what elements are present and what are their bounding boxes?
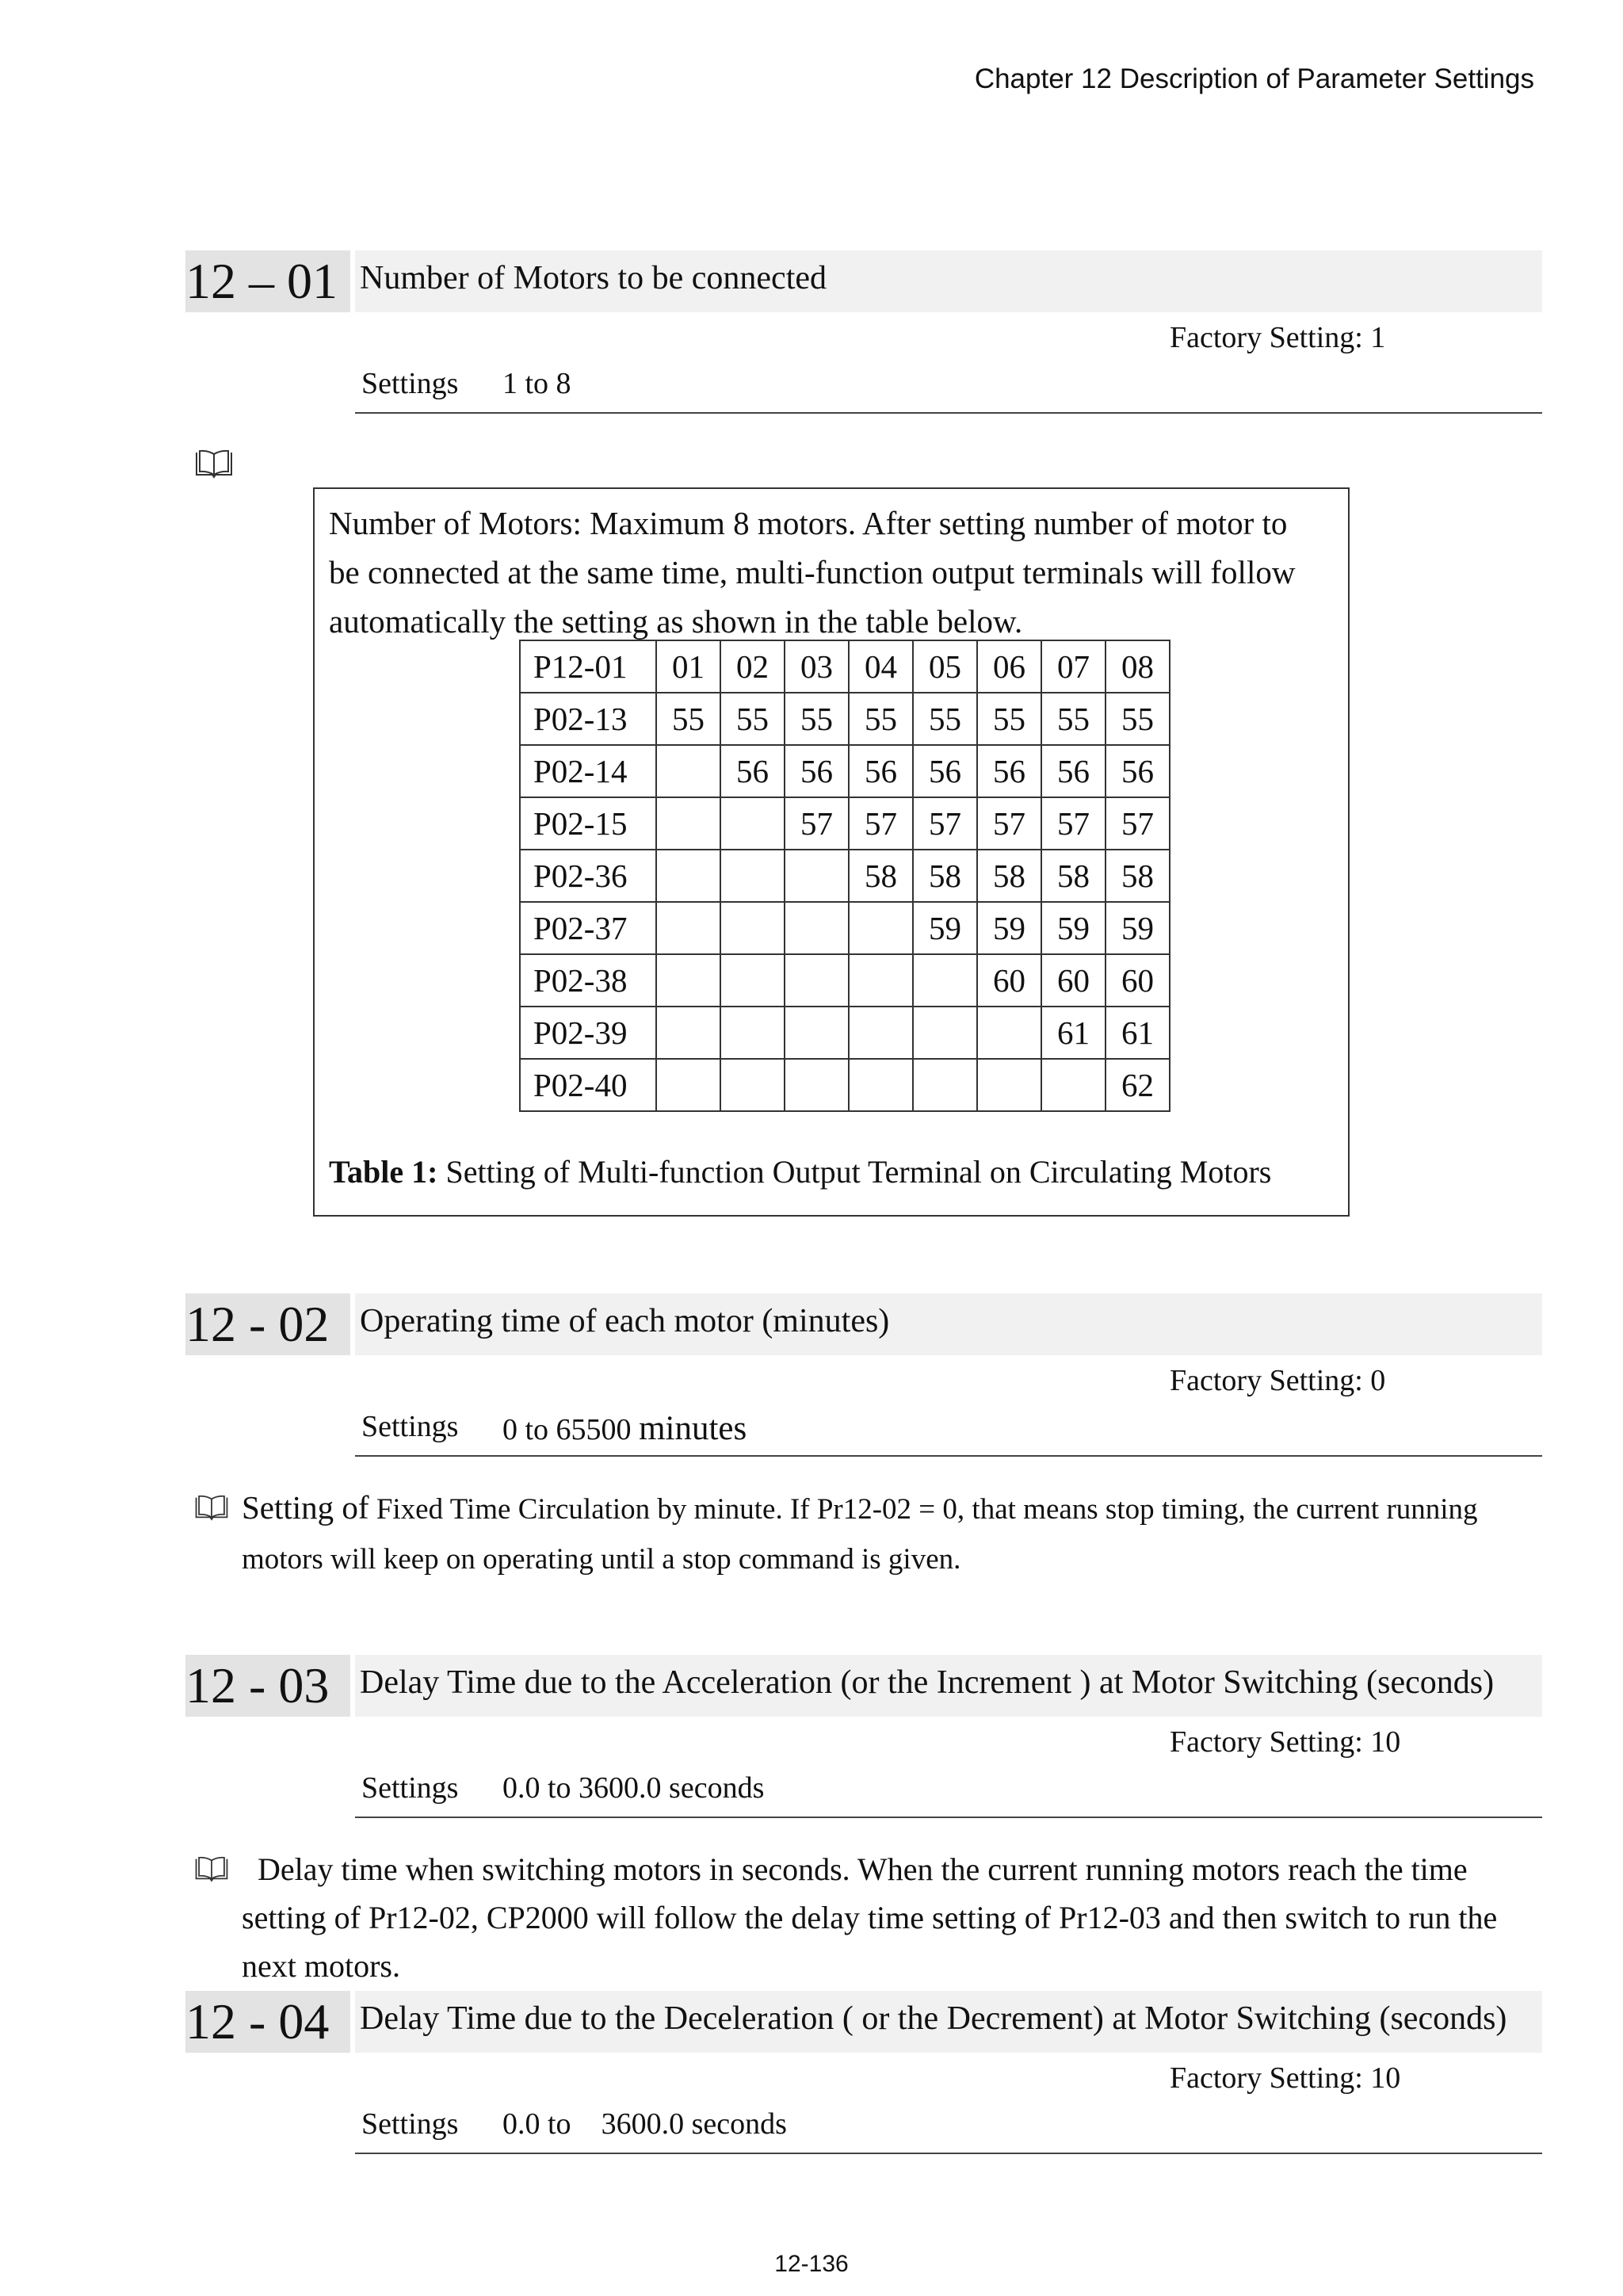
table-cell (656, 850, 720, 902)
table-cell (785, 1007, 849, 1059)
table-cell: 01 (656, 640, 720, 693)
param-name-12-04: Delay Time due to the Deceleration ( or the Decrement) at Motor Switching (seconds) (355, 1991, 1542, 2053)
table-cell: 55 (1106, 693, 1170, 745)
table-cell: 58 (1041, 850, 1106, 902)
table-cell: 06 (977, 640, 1041, 693)
table-row (520, 954, 1170, 1007)
table-cell (913, 1007, 977, 1059)
note-12-03: Delay time when switching motors in seconds. When the current running motors reach the time setting of Pr12-02, CP2000 will follow the delay time setting of Pr12-03 and then switch to run the next motors. (242, 1851, 1498, 1984)
table-cell: 03 (785, 640, 849, 693)
table-cell: 59 (977, 902, 1041, 954)
motor-info-box (313, 487, 1350, 1217)
table-cell: 55 (913, 693, 977, 745)
table-cell (720, 850, 785, 902)
table-row (520, 850, 1170, 902)
table-cell: 56 (913, 745, 977, 797)
table-row (520, 745, 1170, 797)
table-row (520, 797, 1170, 850)
table-cell: 58 (977, 850, 1041, 902)
table-cell (656, 954, 720, 1007)
table-cell (656, 902, 720, 954)
table-cell (785, 954, 849, 1007)
table-cell (785, 850, 849, 902)
settings-label: Settings (361, 1771, 459, 1805)
table-cell: 61 (1041, 1007, 1106, 1059)
table-cell: 62 (1106, 1059, 1170, 1111)
table-cell: 55 (785, 693, 849, 745)
param-number-12-04: 12 - 04 (185, 1991, 350, 2053)
factory-setting-12-01: Factory Setting: 1 (1170, 321, 1386, 354)
table-cell (720, 902, 785, 954)
table-row-header-cell: P02-38 (520, 954, 656, 1007)
book-icon (193, 1493, 230, 1522)
factory-setting-12-04: Factory Setting: 10 (1170, 2061, 1401, 2095)
table-row-header-cell: P02-14 (520, 745, 656, 797)
motor-output-table (519, 640, 1170, 1112)
note-12-02-text: Fixed Time Circulation by minute. If Pr12-02 = 0, that means stop timing, the current running motors will keep on operating until a stop command is given. (242, 1493, 1478, 1576)
settings-row-12-03 (355, 1767, 1542, 1818)
table-row (520, 902, 1170, 954)
table-cell: 07 (1041, 640, 1106, 693)
settings-value: 1 to 8 (502, 367, 571, 400)
table-cell: 58 (1106, 850, 1170, 902)
motor-info-text: Number of Motors: Maximum 8 motors. After setting number of motor to be connected at the same time, multi-function output terminals will follow automatically the setting as shown in the table below. (329, 505, 1296, 640)
table-cell (977, 1007, 1041, 1059)
table-cell: 57 (977, 797, 1041, 850)
table-cell (720, 1059, 785, 1111)
table-cell (849, 1007, 913, 1059)
table-row-header-cell: P02-37 (520, 902, 656, 954)
table-cell: 04 (849, 640, 913, 693)
settings-range-start: 0.0 to (502, 2107, 571, 2141)
table-cell (720, 954, 785, 1007)
table-cell (656, 1059, 720, 1111)
note-12-02 (242, 1484, 1542, 1584)
table-cell: 59 (1041, 902, 1106, 954)
table-cell (913, 1059, 977, 1111)
table-cell (656, 797, 720, 850)
table-cell: 05 (913, 640, 977, 693)
table-cell: 56 (1106, 745, 1170, 797)
param-number-12-01: 12 – 01 (185, 250, 350, 312)
table-cell (849, 954, 913, 1007)
table-cell: 60 (977, 954, 1041, 1007)
chapter-title: Chapter 12 Description of Parameter Settings (974, 63, 1534, 94)
factory-setting-12-03: Factory Setting: 10 (1170, 1725, 1401, 1759)
table-cell: 55 (849, 693, 913, 745)
table-cell: 55 (1041, 693, 1106, 745)
table-cell: 02 (720, 640, 785, 693)
table-cell: 57 (1106, 797, 1170, 850)
param-name-12-03: Delay Time due to the Acceleration (or the Increment ) at Motor Switching (seconds) (355, 1655, 1542, 1717)
table-row-header-cell: P02-13 (520, 693, 656, 745)
table-row (520, 693, 1170, 745)
table-cell: 57 (785, 797, 849, 850)
settings-unit: minutes (639, 1410, 747, 1447)
table-cell: 57 (1041, 797, 1106, 850)
param-name-12-01: Number of Motors to be connected (355, 250, 1542, 312)
table-cell (785, 902, 849, 954)
table-caption-label: Table 1: (329, 1154, 438, 1190)
table-row-header-cell: P12-01 (520, 640, 656, 693)
factory-setting-12-02: Factory Setting: 0 (1170, 1364, 1386, 1397)
book-icon (193, 448, 235, 479)
table-caption-text: Setting of Multi-function Output Terminal on Circulating Motors (437, 1154, 1272, 1190)
table-row-header-cell: P02-36 (520, 850, 656, 902)
page-number: 12-136 (774, 2251, 849, 2277)
table-cell: 57 (913, 797, 977, 850)
table-cell: 59 (1106, 902, 1170, 954)
table-cell: 56 (849, 745, 913, 797)
table-cell: 56 (785, 745, 849, 797)
table-cell: 57 (849, 797, 913, 850)
table-cell (656, 1007, 720, 1059)
table-cell: 55 (656, 693, 720, 745)
table-cell: 58 (913, 850, 977, 902)
table-cell: 60 (1041, 954, 1106, 1007)
table-cell: 55 (720, 693, 785, 745)
table-row-header-cell: P02-40 (520, 1059, 656, 1111)
settings-label: Settings (361, 367, 459, 400)
table-cell (720, 797, 785, 850)
table-cell: 59 (913, 902, 977, 954)
param-name-12-02: Operating time of each motor (minutes) (355, 1293, 1542, 1355)
table-cell: 56 (720, 745, 785, 797)
table-cell (1041, 1059, 1106, 1111)
table-caption (329, 1153, 1271, 1190)
note-12-02-lead: Setting of (242, 1489, 369, 1526)
table-cell (656, 745, 720, 797)
table-cell (977, 1059, 1041, 1111)
settings-value: 0.0 to 3600.0 seconds (502, 1771, 765, 1805)
table-cell (785, 1059, 849, 1111)
settings-value (502, 1409, 747, 1448)
settings-row-12-01 (355, 363, 1542, 414)
param-number-12-03: 12 - 03 (185, 1655, 350, 1717)
settings-range: 0 to 65500 (502, 1413, 632, 1446)
table-cell (720, 1007, 785, 1059)
table-cell: 56 (1041, 745, 1106, 797)
table-header-row (520, 640, 1170, 693)
table-cell: 56 (977, 745, 1041, 797)
table-cell (849, 1059, 913, 1111)
settings-row-12-02 (355, 1406, 1542, 1457)
settings-range-end: 3600.0 seconds (601, 2107, 787, 2141)
table-cell: 58 (849, 850, 913, 902)
table-cell: 60 (1106, 954, 1170, 1007)
book-icon (193, 1855, 230, 1883)
table-row-header-cell: P02-15 (520, 797, 656, 850)
table-cell: 61 (1106, 1007, 1170, 1059)
table-row (520, 1007, 1170, 1059)
table-row (520, 1059, 1170, 1111)
settings-value (502, 2107, 787, 2141)
table-cell: 08 (1106, 640, 1170, 693)
param-number-12-02: 12 - 02 (185, 1293, 350, 1355)
settings-row-12-04 (355, 2103, 1542, 2154)
table-cell (849, 902, 913, 954)
settings-label: Settings (361, 2107, 459, 2141)
settings-label: Settings (361, 1410, 459, 1443)
table-cell (913, 954, 977, 1007)
table-row-header-cell: P02-39 (520, 1007, 656, 1059)
table-cell: 55 (977, 693, 1041, 745)
